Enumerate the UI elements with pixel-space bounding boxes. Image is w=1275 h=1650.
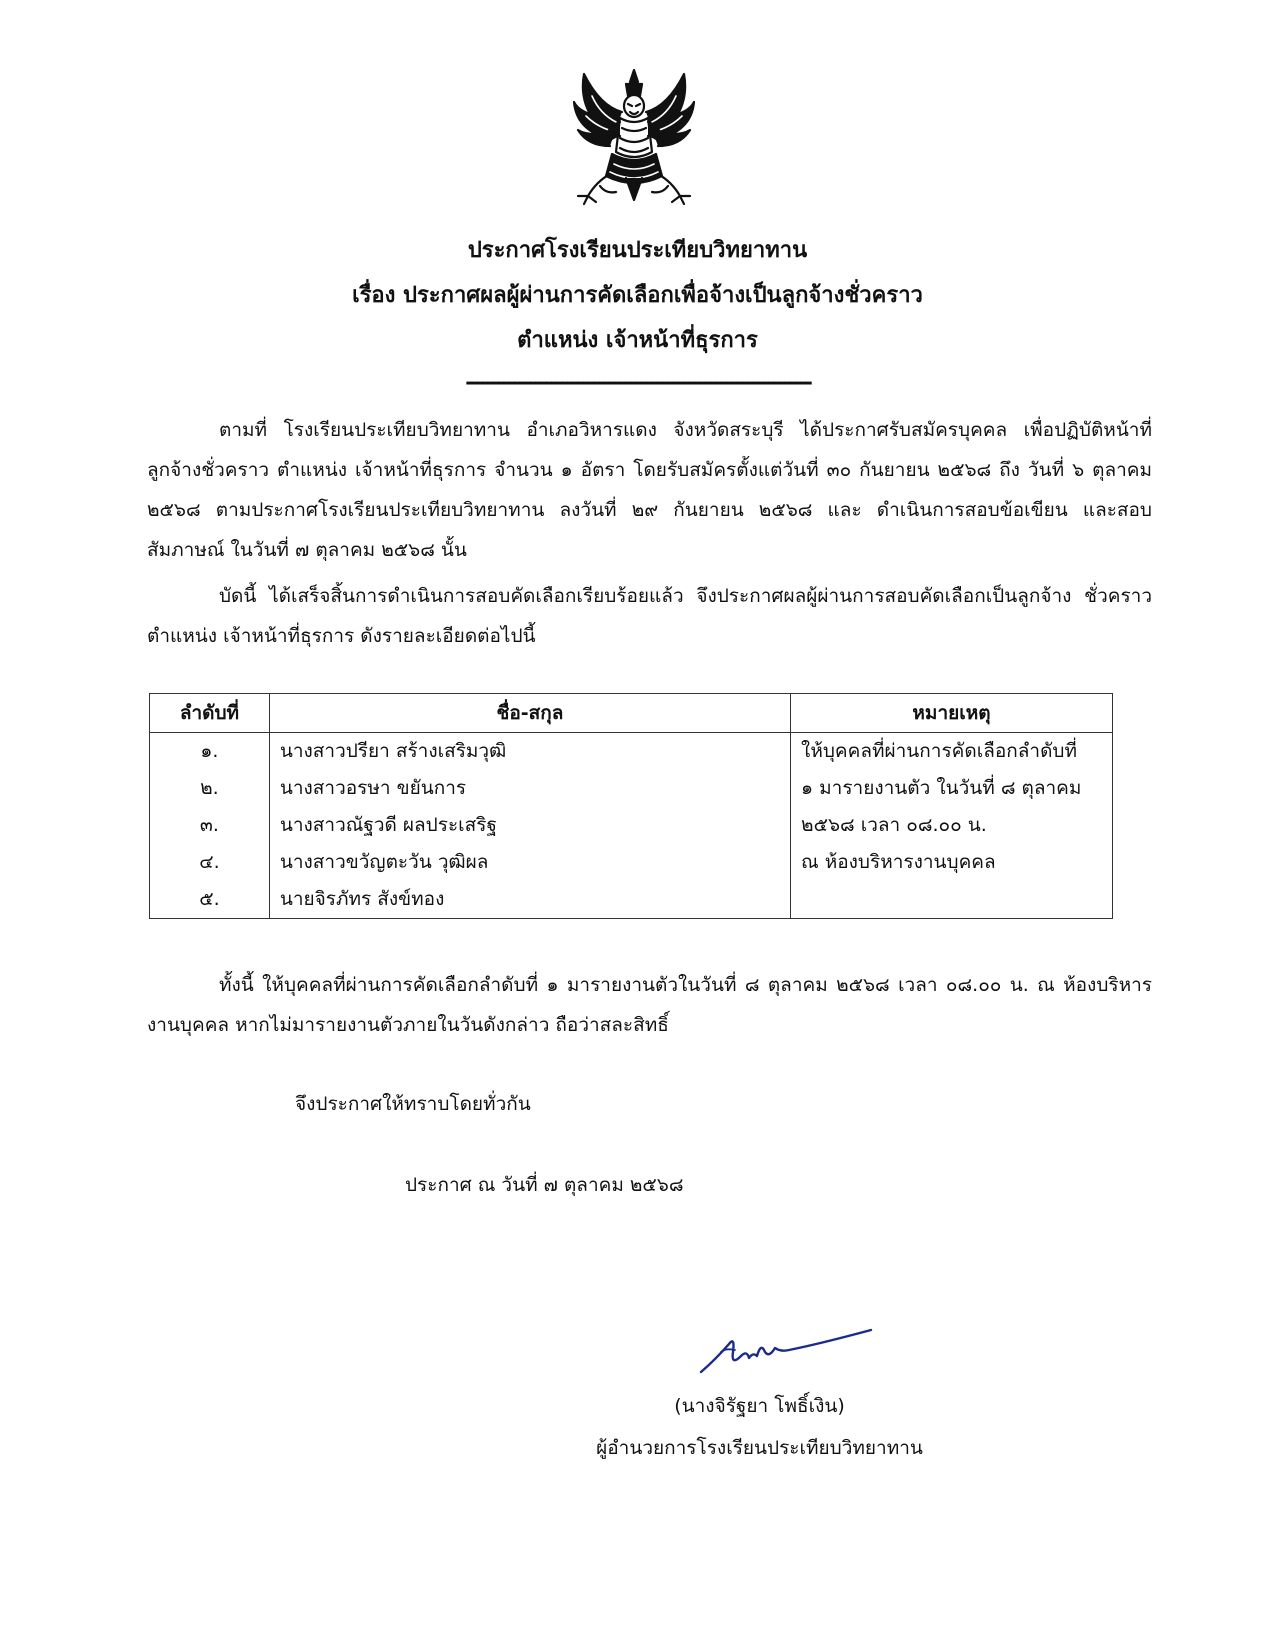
table-row (150, 807, 1113, 844)
row-name: นายจิรภัทร สังข์ทอง (269, 881, 790, 919)
row-note: ๒๕๖๘ เวลา ๐๘.๐๐ น. (791, 807, 1113, 844)
row-name: นางสาวณัฐวดี ผลประเสริฐ (269, 807, 790, 844)
row-order: ๔. (150, 844, 270, 881)
table-row (150, 881, 1113, 919)
row-order: ๒. (150, 770, 270, 807)
garuda-emblem-icon (570, 66, 698, 212)
intro-paragraph: ตามที่ โรงเรียนประเทียบวิทยาทาน อำเภอวิหารแดง จังหวัดสระบุรี ได้ประกาศรับสมัครบุคคล เพื่อปฏิบัติหน้าที่ ลูกจ้างชั่วคราว ตำแหน่ง เจ้าหน้าที่ธุรการ จำนวน ๑ อัตรา โดยรับสมัครตั้งแต่วันที่ ๓๐ กันยายน ๒๕๖๘ ถึง วันที่ ๖ ตุลาคม ๒๕๖๘ ตามประกาศโรงเรียนประเทียบวิทยาทาน ลงวันที่ ๒๙ กันยายน ๒๕๖๘ และ ดำเนินการสอบข้อเขียน และสอบสัมภาษณ์ ในวันที่ ๗ ตุลาคม ๒๕๖๘ นั้น (147, 419, 1152, 561)
table-row (150, 844, 1113, 881)
announcement-title: ประกาศโรงเรียนประเทียบวิทยาทาน (467, 238, 808, 263)
report-instruction-paragraph: ทั้งนี้ ให้บุคคลที่ผ่านการคัดเลือกลำดับที่ ๑ มารายงานตัวในวันที่ ๘ ตุลาคม ๒๕๖๘ เวลา ๐๘.๐๐ น. ณ ห้องบริหารงานบุคคล หากไม่มารายงานตัวภายในวันดังกล่าว ถือว่าสละสิทธิ์ (147, 974, 1152, 1036)
header-name: ชื่อ-สกุล (269, 694, 790, 733)
header-order: ลำดับที่ (150, 694, 270, 733)
signer-title: ผู้อำนวยการโรงเรียนประเทียบวิทยาทาน (596, 1437, 923, 1459)
signature-mark (695, 1322, 875, 1378)
row-note: ณ ห้องบริหารงานบุคคล (791, 844, 1113, 881)
table-header-row (150, 694, 1113, 733)
header-note: หมายเหตุ (791, 694, 1113, 733)
row-note (791, 881, 1113, 919)
row-name: นางสาวอรษา ขยันการ (269, 770, 790, 807)
announcement-subject: เรื่อง ประกาศผลผู้ผ่านการคัดเลือกเพื่อจ้างเป็นลูกจ้างชั่วคราว (352, 283, 923, 308)
row-order: ๑. (150, 733, 270, 771)
row-name: นางสาวขวัญตะวัน วุฒิผล (269, 844, 790, 881)
position-title: ตำแหน่ง เจ้าหน้าที่ธุรการ (517, 328, 758, 353)
table-row (150, 770, 1113, 807)
row-order: ๕. (150, 881, 270, 919)
table-row (150, 733, 1113, 771)
signer-name: (นางจิรัฐยา โพธิ์เงิน) (674, 1395, 845, 1417)
title-divider: ----------------------------------------------------------------- (465, 370, 810, 394)
row-name: นางสาวปรียา สร้างเสริมวุฒิ (269, 733, 790, 771)
closing-statement: จึงประกาศให้ทราบโดยทั่วกัน (295, 1093, 531, 1115)
row-note: ๑ มารายงานตัว ในวันที่ ๘ ตุลาคม (791, 770, 1113, 807)
row-order: ๓. (150, 807, 270, 844)
announcement-date: ประกาศ ณ วันที่ ๗ ตุลาคม ๒๕๖๘ (405, 1174, 684, 1196)
result-paragraph: บัดนี้ ได้เสร็จสิ้นการดำเนินการสอบคัดเลือกเรียบร้อยแล้ว จึงประกาศผลผู้ผ่านการสอบคัดเลือกเป็นลูกจ้าง ชั่วคราว ตำแหน่ง เจ้าหน้าที่ธุรการ ดังรายละเอียดต่อไปนี้ (147, 585, 1152, 647)
row-note: ให้บุคคลที่ผ่านการคัดเลือกลำดับที่ (791, 733, 1113, 771)
results-table (149, 693, 1113, 919)
